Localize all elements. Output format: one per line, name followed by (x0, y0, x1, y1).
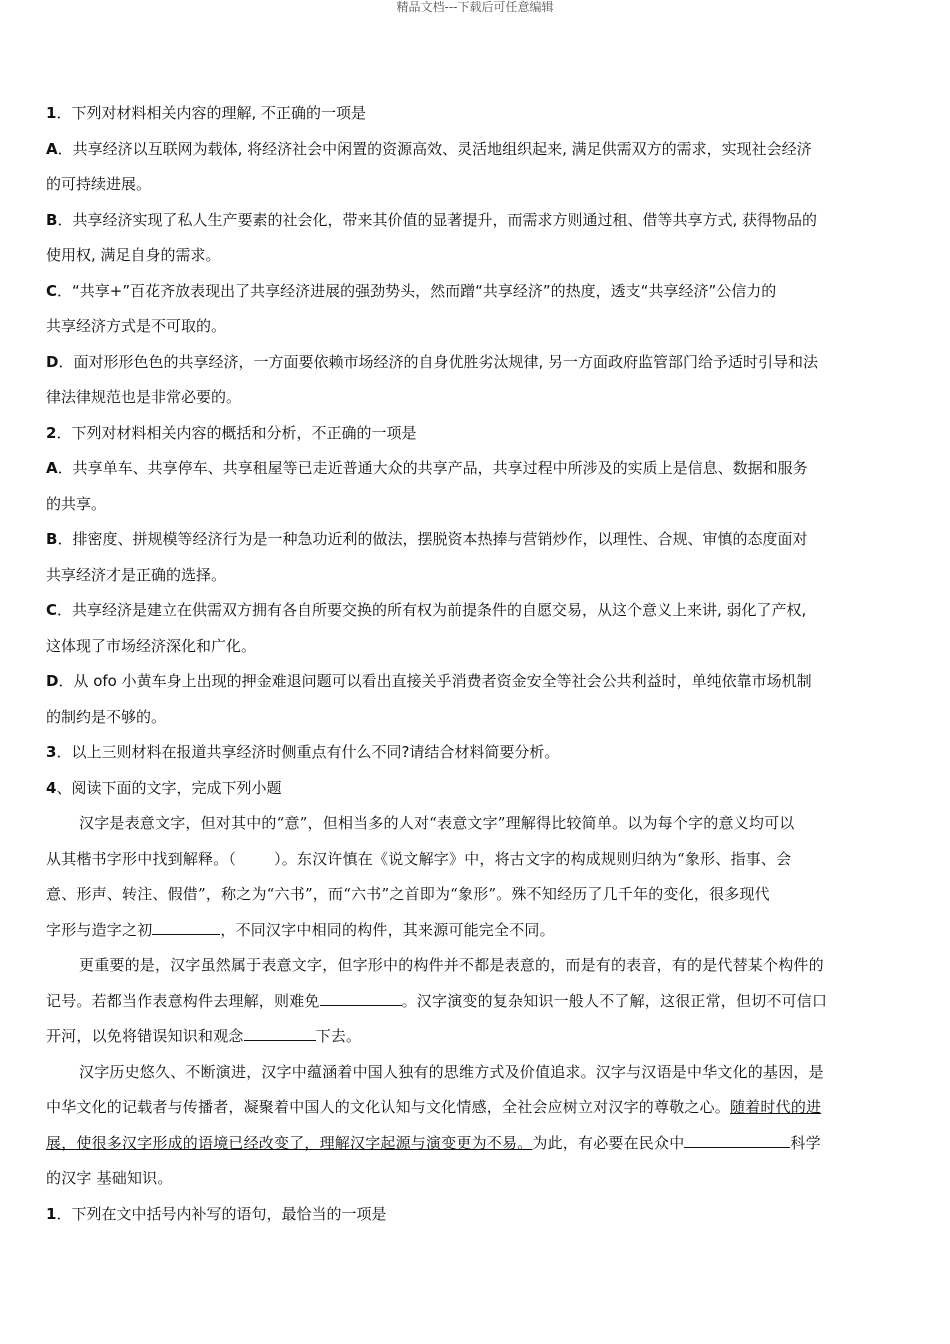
underlined-sentence-start: 随着时代的进 (730, 1098, 822, 1116)
passage-p1-line4: 字形与造字之初 ，不同汉字中相同的构件，其来源可能完全不同。 (46, 913, 906, 949)
fill-blank-4 (684, 1129, 790, 1148)
q1-option-a-cont: 的可持续进展。 (46, 175, 152, 193)
question-2-stem: 2．下列对材料相关内容的概括和分析，不正确的一项是 (46, 423, 417, 442)
q1-option-c-cont: 共享经济方式是不可取的。 (46, 317, 227, 335)
passage-p3-line4: 的汉字 基础知识。 (46, 1169, 173, 1187)
page-header: 精品文档---下载后可任意编辑 (396, 0, 554, 14)
passage-p3-line2: 中华文化的记载者与传播者，凝聚着中国人的文化认知与文化情感，全社会应树立对汉字的尊敬之心。随着时代的进 (46, 1098, 822, 1116)
passage-p2-line2: 记号。若都当作表意构件去理解，则难免 。汉字演变的复杂知识一般人不了解，这很正常，但切不可信口 (46, 984, 906, 1020)
underlined-sentence-end: 展，使很多汉字形成的语境已经改变了，理解汉字起源与演变更为不易。 (46, 1133, 533, 1152)
q2-option-b: B．排密度、拼规模等经济行为是一种急功近利的做法，摆脱资本热捧与营销炒作，以理性、合规、审慎的态度面对 (46, 530, 808, 548)
q1-option-d: D．面对形形色色的共享经济，一方面要依赖市场经济的自身优胜劣汰规律, 另一方面政府监管部门给予适时引导和法 (46, 352, 818, 371)
q2-option-a: A．共享单车、共享停车、共享租屋等已走近普通大众的共享产品，共享过程中所涉及的实质上是信息、数据和服务 (46, 459, 808, 477)
fill-blank-3 (244, 1022, 316, 1041)
q1-option-d-cont: 律法律规范也是非常必要的。 (46, 388, 242, 406)
passage-p2-line1: 更重要的是，汉字虽然属于表意文字，但字形中的构件并不都是表意的，而是有的表音，有的是代替某个构件的 (79, 956, 824, 974)
q2-option-b-cont: 共享经济才是正确的选择。 (46, 565, 227, 584)
passage-p2-line3: 开河，以免将错误知识和观念 下去。 (46, 1019, 906, 1055)
q2-option-a-cont: 的共享。 (46, 494, 107, 513)
sub-question-1-stem: 1．下列在文中括号内补写的语句，最恰当的一项是 (46, 1204, 387, 1223)
q1-option-c: C．“共享+”百花齐放表现出了共享经济进展的强劲势头，然而蹭“共享经济”的热度，透支“共享经济”公信力的 (46, 281, 777, 300)
q1-option-b: B．共享经济实现了私人生产要素的社会化，带来其价值的显著提升，而需求方则通过租、借等共享方式, 获得物品的 (46, 210, 817, 229)
passage-p1-line3: 意、形声、转注、假借”，称之为“六书”，而“六书”之首即为“象形”。殊不知经历了几千年的变化，很多现代 (46, 885, 770, 903)
question-3-stem: 3．以上三则材料在报道共享经济时侧重点有什么不同?请结合材料简要分析。 (46, 743, 560, 761)
passage-p1-line2: 从其楷书字形中找到解释。（ ）。东汉许慎在《说文解字》中，将古文字的构成规则归纳为“象形、指事、会 (46, 849, 792, 868)
document-body (46, 96, 906, 1232)
q1-option-b-cont: 使用权, 满足自身的需求。 (46, 246, 221, 264)
q2-option-c-cont: 这体现了市场经济深化和广化。 (46, 636, 257, 655)
passage-p1-line1: 汉字是表意文字，但对其中的“意”，但相当多的人对“表意文字”理解得比较简单。以为每个字的意义均可以 (79, 814, 795, 832)
passage-p3-line1: 汉字历史悠久、不断演进，汉字中蕴涵着中国人独有的思维方式及价值追求。汉字与汉语是中华文化的基因，是 (79, 1062, 824, 1081)
q1-option-a: A．共享经济以互联网为载体, 将经济社会中闲置的资源高效、灵活地组织起来, 满足供需双方的需求，实现社会经济 (46, 139, 812, 158)
question-1-stem: 1．下列对材料相关内容的理解, 不正确的一项是 (46, 104, 366, 122)
question-4-stem: 4、阅读下面的文字，完成下列小题 (46, 778, 282, 797)
q2-option-d-cont: 的制约是不够的。 (46, 707, 167, 726)
q2-option-c: C．共享经济是建立在供需双方拥有各自所要交换的所有权为前提条件的自愿交易，从这个意义上来讲, 弱化了产权, (46, 601, 807, 619)
q2-option-d: D．从 ofo 小黄车身上出现的押金难退问题可以看出直接关乎消费者资金安全等社会公共利益时，单纯依靠市场机制 (46, 672, 812, 690)
passage-p3-line3: 展，使很多汉字形成的语境已经改变了，理解汉字起源与演变更为不易。为此，有必要在民众中 科学 (46, 1126, 906, 1162)
fill-blank-1 (152, 916, 220, 935)
fill-blank-2 (320, 987, 402, 1006)
